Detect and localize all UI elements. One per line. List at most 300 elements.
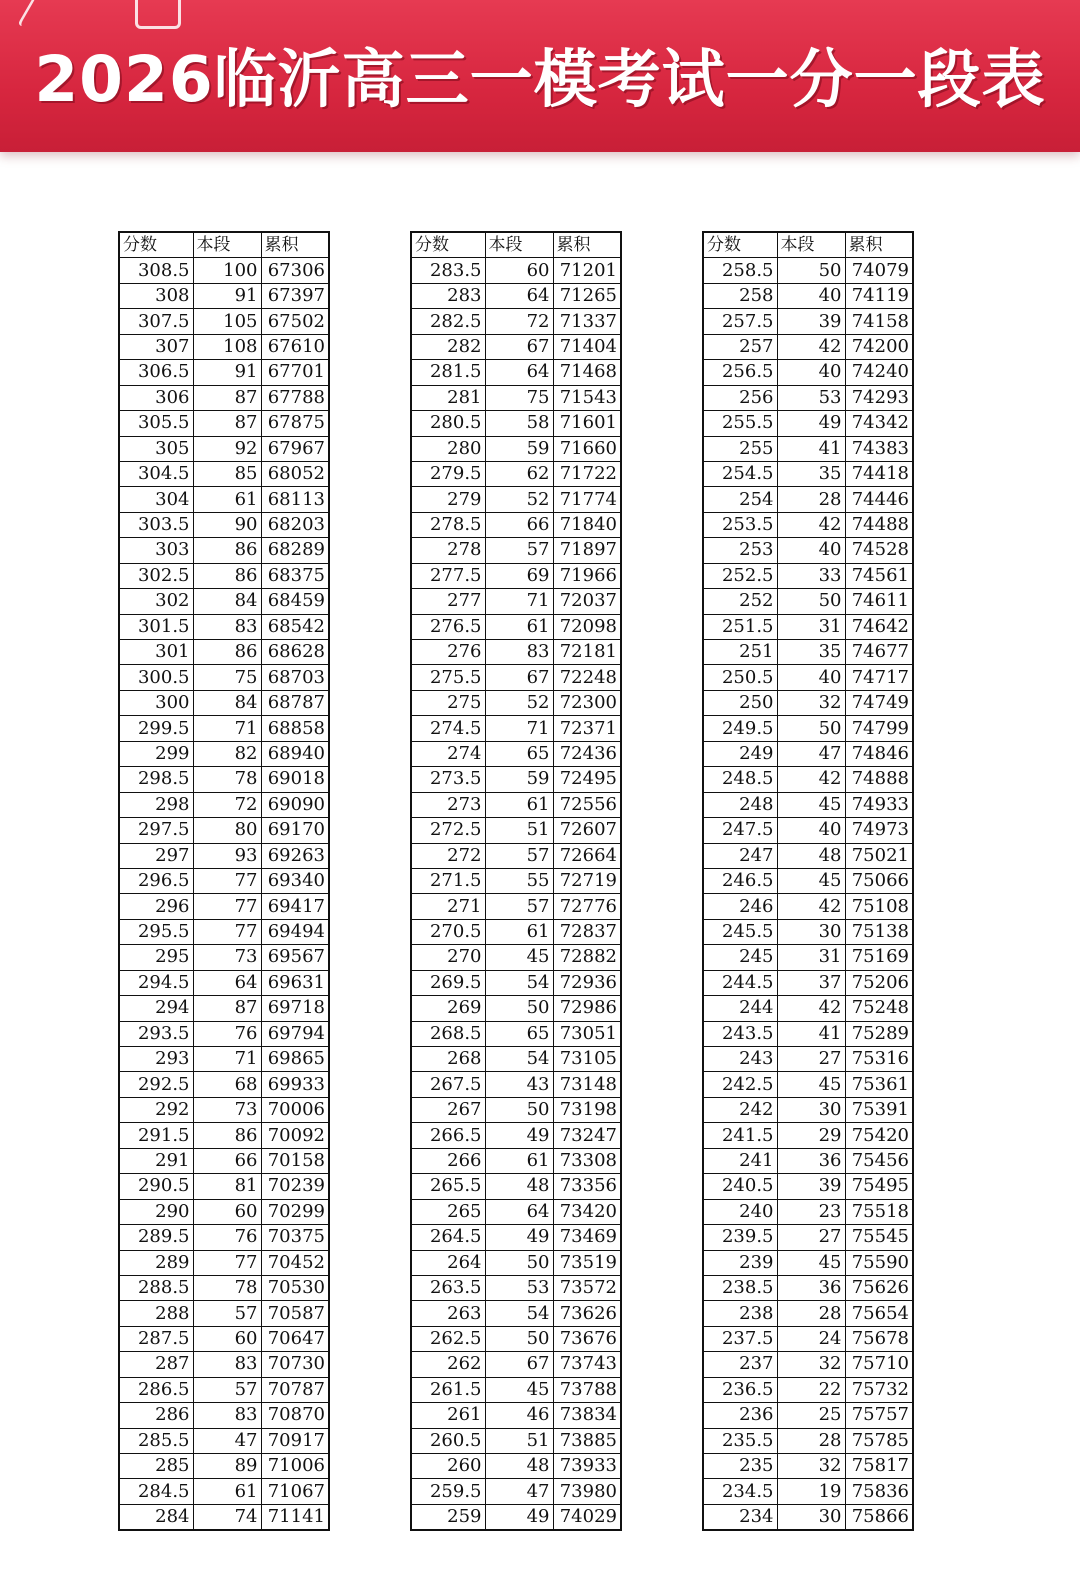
cumulative-cell: 75785 <box>845 1428 913 1453</box>
cumulative-cell: 73980 <box>553 1479 621 1504</box>
cumulative-cell: 74158 <box>845 309 913 334</box>
corner-decoration-icon <box>16 0 54 26</box>
cumulative-cell: 69263 <box>261 843 329 868</box>
table-row <box>411 1199 621 1224</box>
segment-count-cell: 59 <box>485 767 553 792</box>
score-cell: 268.5 <box>411 1021 485 1046</box>
cumulative-cell: 67306 <box>261 258 329 283</box>
cumulative-cell: 75757 <box>845 1403 913 1428</box>
table-row <box>119 1326 329 1351</box>
table-row <box>119 360 329 385</box>
table-row <box>119 563 329 588</box>
table-row <box>703 818 913 843</box>
cumulative-cell: 72664 <box>553 843 621 868</box>
table-row <box>119 1072 329 1097</box>
segment-count-cell: 85 <box>193 461 261 486</box>
segment-count-cell: 57 <box>485 538 553 563</box>
table-row <box>411 970 621 995</box>
score-cell: 270 <box>411 945 485 970</box>
cumulative-cell: 74200 <box>845 334 913 359</box>
segment-count-cell: 49 <box>485 1225 553 1250</box>
table-row <box>411 1504 621 1530</box>
score-cell: 294.5 <box>119 970 193 995</box>
table-row <box>411 640 621 665</box>
table-row <box>411 1479 621 1504</box>
score-cell: 303.5 <box>119 512 193 537</box>
cumulative-cell: 75836 <box>845 1479 913 1504</box>
segment-count-cell: 45 <box>777 1250 845 1275</box>
cumulative-cell: 67610 <box>261 334 329 359</box>
cumulative-column-header: 累积 <box>261 232 329 258</box>
table-header-row <box>411 232 621 258</box>
segment-count-cell: 52 <box>485 487 553 512</box>
score-cell: 265.5 <box>411 1174 485 1199</box>
cumulative-cell: 68203 <box>261 512 329 537</box>
score-cell: 247 <box>703 843 777 868</box>
score-cell: 243.5 <box>703 1021 777 1046</box>
score-cell: 261.5 <box>411 1377 485 1402</box>
segment-count-cell: 87 <box>193 411 261 436</box>
table-row <box>119 589 329 614</box>
table-row <box>411 1225 621 1250</box>
table-row <box>703 1225 913 1250</box>
segment-count-cell: 62 <box>485 461 553 486</box>
cumulative-cell: 75495 <box>845 1174 913 1199</box>
cumulative-cell: 72556 <box>553 792 621 817</box>
segment-count-cell: 49 <box>485 1504 553 1530</box>
table-row <box>411 1123 621 1148</box>
cumulative-cell: 75710 <box>845 1352 913 1377</box>
table-row <box>703 894 913 919</box>
segment-count-cell: 91 <box>193 283 261 308</box>
cumulative-cell: 67875 <box>261 411 329 436</box>
segment-count-cell: 27 <box>777 1047 845 1072</box>
table-row <box>703 411 913 436</box>
segment-count-cell: 36 <box>777 1275 845 1300</box>
table-row <box>411 563 621 588</box>
table-row <box>119 716 329 741</box>
segment-count-cell: 57 <box>485 843 553 868</box>
score-cell: 264 <box>411 1250 485 1275</box>
cumulative-cell: 74677 <box>845 640 913 665</box>
segment-count-cell: 51 <box>485 818 553 843</box>
cumulative-cell: 68113 <box>261 487 329 512</box>
table-row <box>119 1428 329 1453</box>
table-row <box>119 1352 329 1377</box>
segment-count-cell: 27 <box>777 1225 845 1250</box>
table-row <box>119 741 329 766</box>
segment-count-cell: 83 <box>193 1403 261 1428</box>
table-row <box>119 1479 329 1504</box>
cumulative-cell: 70870 <box>261 1403 329 1428</box>
segment-count-cell: 50 <box>485 1250 553 1275</box>
table-row <box>703 741 913 766</box>
segment-count-cell: 28 <box>777 1301 845 1326</box>
cumulative-cell: 74888 <box>845 767 913 792</box>
cumulative-cell: 71404 <box>553 334 621 359</box>
score-cell: 257 <box>703 334 777 359</box>
table-row <box>703 1199 913 1224</box>
score-cell: 257.5 <box>703 309 777 334</box>
segment-count-cell: 53 <box>777 385 845 410</box>
score-cell: 298.5 <box>119 767 193 792</box>
cumulative-cell: 71468 <box>553 360 621 385</box>
segment-count-cell: 46 <box>485 1403 553 1428</box>
segment-count-cell: 32 <box>777 1454 845 1479</box>
segment-count-cell: 78 <box>193 1275 261 1300</box>
table-row <box>703 1377 913 1402</box>
table-row <box>411 741 621 766</box>
segment-count-cell: 29 <box>777 1123 845 1148</box>
cumulative-cell: 71543 <box>553 385 621 410</box>
segment-count-cell: 45 <box>485 1377 553 1402</box>
cumulative-cell: 70647 <box>261 1326 329 1351</box>
table-row <box>703 996 913 1021</box>
cumulative-cell: 73834 <box>553 1403 621 1428</box>
cumulative-cell: 75654 <box>845 1301 913 1326</box>
table-row <box>119 1301 329 1326</box>
table-row <box>703 563 913 588</box>
cumulative-cell: 70239 <box>261 1174 329 1199</box>
table-row <box>411 1148 621 1173</box>
table-row <box>703 1072 913 1097</box>
score-cell: 288.5 <box>119 1275 193 1300</box>
score-cell: 254 <box>703 487 777 512</box>
cumulative-cell: 67788 <box>261 385 329 410</box>
segment-count-cell: 65 <box>485 741 553 766</box>
table-row <box>119 385 329 410</box>
cumulative-cell: 74561 <box>845 563 913 588</box>
score-cell: 263.5 <box>411 1275 485 1300</box>
cumulative-cell: 73247 <box>553 1123 621 1148</box>
table-row <box>411 461 621 486</box>
score-cell: 286.5 <box>119 1377 193 1402</box>
score-column-header: 分数 <box>119 232 193 258</box>
cumulative-cell: 70375 <box>261 1225 329 1250</box>
table-row <box>411 334 621 359</box>
segment-count-cell: 83 <box>193 1352 261 1377</box>
score-cell: 245.5 <box>703 919 777 944</box>
score-cell: 305 <box>119 436 193 461</box>
cumulative-cell: 75817 <box>845 1454 913 1479</box>
cumulative-cell: 68628 <box>261 640 329 665</box>
cumulative-cell: 75361 <box>845 1072 913 1097</box>
segment-count-cell: 30 <box>777 1097 845 1122</box>
cumulative-cell: 68787 <box>261 690 329 715</box>
cumulative-cell: 73420 <box>553 1199 621 1224</box>
score-cell: 267.5 <box>411 1072 485 1097</box>
score-cell: 275 <box>411 690 485 715</box>
score-table-3 <box>702 231 914 1531</box>
table-row <box>703 1504 913 1530</box>
score-cell: 297 <box>119 843 193 868</box>
score-cell: 256 <box>703 385 777 410</box>
segment-count-cell: 87 <box>193 996 261 1021</box>
segment-count-cell: 77 <box>193 868 261 893</box>
score-cell: 236.5 <box>703 1377 777 1402</box>
table-row <box>703 1275 913 1300</box>
segment-count-cell: 64 <box>485 360 553 385</box>
segment-count-cell: 61 <box>485 614 553 639</box>
table-row <box>119 1250 329 1275</box>
score-cell: 239 <box>703 1250 777 1275</box>
score-cell: 304.5 <box>119 461 193 486</box>
table-row <box>119 487 329 512</box>
segment-count-cell: 61 <box>193 1479 261 1504</box>
cumulative-cell: 67967 <box>261 436 329 461</box>
table-row <box>411 258 621 283</box>
table-row <box>411 843 621 868</box>
segment-count-cell: 40 <box>777 538 845 563</box>
segment-count-cell: 72 <box>485 309 553 334</box>
cumulative-cell: 71660 <box>553 436 621 461</box>
segment-count-cell: 73 <box>193 1097 261 1122</box>
segment-count-cell: 54 <box>485 970 553 995</box>
score-cell: 277 <box>411 589 485 614</box>
segment-count-cell: 28 <box>777 1428 845 1453</box>
score-cell: 272.5 <box>411 818 485 843</box>
score-cell: 293.5 <box>119 1021 193 1046</box>
cumulative-cell: 74293 <box>845 385 913 410</box>
table-row <box>119 690 329 715</box>
segment-count-cell: 48 <box>777 843 845 868</box>
score-cell: 260.5 <box>411 1428 485 1453</box>
cumulative-cell: 70917 <box>261 1428 329 1453</box>
cumulative-cell: 75456 <box>845 1148 913 1173</box>
score-cell: 265 <box>411 1199 485 1224</box>
score-cell: 252.5 <box>703 563 777 588</box>
score-cell: 268 <box>411 1047 485 1072</box>
table-row <box>411 360 621 385</box>
title-banner <box>0 0 1080 152</box>
cumulative-cell: 70587 <box>261 1301 329 1326</box>
cumulative-cell: 75420 <box>845 1123 913 1148</box>
table-row <box>411 1021 621 1046</box>
segment-count-cell: 22 <box>777 1377 845 1402</box>
segment-count-cell: 55 <box>485 868 553 893</box>
table-row <box>119 767 329 792</box>
segment-count-cell: 93 <box>193 843 261 868</box>
segment-count-cell: 32 <box>777 690 845 715</box>
segment-count-cell: 74 <box>193 1504 261 1530</box>
score-cell: 304 <box>119 487 193 512</box>
score-cell: 254.5 <box>703 461 777 486</box>
table-row <box>411 1454 621 1479</box>
score-cell: 307.5 <box>119 309 193 334</box>
segment-count-cell: 28 <box>777 487 845 512</box>
score-cell: 251 <box>703 640 777 665</box>
cumulative-cell: 69794 <box>261 1021 329 1046</box>
table-row <box>119 1275 329 1300</box>
segment-count-cell: 87 <box>193 385 261 410</box>
score-cell: 306 <box>119 385 193 410</box>
cumulative-cell: 73469 <box>553 1225 621 1250</box>
segment-count-cell: 45 <box>485 945 553 970</box>
segment-count-cell: 51 <box>485 1428 553 1453</box>
table-row <box>703 1047 913 1072</box>
table-row <box>703 1428 913 1453</box>
segment-count-cell: 36 <box>777 1148 845 1173</box>
cumulative-cell: 74846 <box>845 741 913 766</box>
segment-count-cell: 84 <box>193 690 261 715</box>
segment-count-cell: 68 <box>193 1072 261 1097</box>
segment-count-cell: 42 <box>777 512 845 537</box>
table-row <box>703 512 913 537</box>
score-cell: 295.5 <box>119 919 193 944</box>
cumulative-cell: 73743 <box>553 1352 621 1377</box>
segment-count-cell: 31 <box>777 945 845 970</box>
segment-count-cell: 37 <box>777 970 845 995</box>
table-row <box>411 1174 621 1199</box>
table-row <box>703 919 913 944</box>
score-cell: 294 <box>119 996 193 1021</box>
cumulative-cell: 69090 <box>261 792 329 817</box>
table-row <box>703 1021 913 1046</box>
score-cell: 293 <box>119 1047 193 1072</box>
score-cell: 307 <box>119 334 193 359</box>
score-cell: 263 <box>411 1301 485 1326</box>
score-cell: 281 <box>411 385 485 410</box>
score-column-header: 分数 <box>411 232 485 258</box>
segment-count-cell: 81 <box>193 1174 261 1199</box>
cumulative-cell: 71897 <box>553 538 621 563</box>
cumulative-cell: 73572 <box>553 1275 621 1300</box>
segment-count-cell: 76 <box>193 1225 261 1250</box>
cumulative-cell: 74446 <box>845 487 913 512</box>
table-row <box>411 1275 621 1300</box>
score-cell: 266 <box>411 1148 485 1173</box>
cumulative-cell: 73519 <box>553 1250 621 1275</box>
cumulative-cell: 74799 <box>845 716 913 741</box>
score-cell: 261 <box>411 1403 485 1428</box>
cumulative-cell: 68289 <box>261 538 329 563</box>
score-cell: 246 <box>703 894 777 919</box>
cumulative-cell: 74488 <box>845 512 913 537</box>
table-row <box>411 792 621 817</box>
score-cell: 274.5 <box>411 716 485 741</box>
score-cell: 295 <box>119 945 193 970</box>
cumulative-cell: 75545 <box>845 1225 913 1250</box>
segment-count-cell: 77 <box>193 1250 261 1275</box>
cumulative-cell: 75206 <box>845 970 913 995</box>
cumulative-cell: 70299 <box>261 1199 329 1224</box>
segment-count-cell: 50 <box>485 1097 553 1122</box>
segment-count-cell: 25 <box>777 1403 845 1428</box>
segment-count-column-header: 本段 <box>485 232 553 258</box>
table-row <box>703 1326 913 1351</box>
score-cell: 287 <box>119 1352 193 1377</box>
segment-count-cell: 72 <box>193 792 261 817</box>
table-row <box>703 1403 913 1428</box>
table-row <box>119 258 329 283</box>
score-cell: 266.5 <box>411 1123 485 1148</box>
table-row <box>411 512 621 537</box>
segment-count-cell: 75 <box>193 665 261 690</box>
cumulative-cell: 70158 <box>261 1148 329 1173</box>
cumulative-cell: 68459 <box>261 589 329 614</box>
cumulative-cell: 72882 <box>553 945 621 970</box>
segment-count-cell: 60 <box>485 258 553 283</box>
segment-count-cell: 49 <box>485 1123 553 1148</box>
table-row <box>411 436 621 461</box>
cumulative-cell: 75021 <box>845 843 913 868</box>
score-cell: 292.5 <box>119 1072 193 1097</box>
cumulative-cell: 68542 <box>261 614 329 639</box>
table-row <box>119 665 329 690</box>
segment-count-cell: 52 <box>485 690 553 715</box>
score-cell: 253.5 <box>703 512 777 537</box>
table-row <box>703 792 913 817</box>
table-row <box>411 1047 621 1072</box>
score-cell: 262.5 <box>411 1326 485 1351</box>
cumulative-cell: 74342 <box>845 411 913 436</box>
segment-count-cell: 45 <box>777 868 845 893</box>
score-cell: 300.5 <box>119 665 193 690</box>
score-cell: 301 <box>119 640 193 665</box>
table-row <box>119 1021 329 1046</box>
score-cell: 300 <box>119 690 193 715</box>
table-row <box>119 334 329 359</box>
segment-count-cell: 61 <box>193 487 261 512</box>
score-cell: 258.5 <box>703 258 777 283</box>
cumulative-cell: 75866 <box>845 1504 913 1530</box>
cumulative-cell: 72719 <box>553 868 621 893</box>
cumulative-cell: 74029 <box>553 1504 621 1530</box>
score-cell: 234.5 <box>703 1479 777 1504</box>
table-row <box>119 818 329 843</box>
table-row <box>119 538 329 563</box>
table-row <box>703 868 913 893</box>
table-row <box>119 894 329 919</box>
cumulative-cell: 75316 <box>845 1047 913 1072</box>
cumulative-cell: 75678 <box>845 1326 913 1351</box>
score-cell: 279 <box>411 487 485 512</box>
segment-count-cell: 42 <box>777 767 845 792</box>
table-row <box>411 1352 621 1377</box>
cumulative-cell: 69865 <box>261 1047 329 1072</box>
cumulative-cell: 73051 <box>553 1021 621 1046</box>
cumulative-cell: 70730 <box>261 1352 329 1377</box>
cumulative-cell: 69631 <box>261 970 329 995</box>
cumulative-cell: 68375 <box>261 563 329 588</box>
segment-count-cell: 78 <box>193 767 261 792</box>
segment-count-cell: 86 <box>193 538 261 563</box>
segment-count-cell: 23 <box>777 1199 845 1224</box>
score-cell: 306.5 <box>119 360 193 385</box>
table-row <box>411 385 621 410</box>
table-row <box>119 640 329 665</box>
score-cell: 245 <box>703 945 777 970</box>
score-cell: 251.5 <box>703 614 777 639</box>
cumulative-cell: 68940 <box>261 741 329 766</box>
cumulative-cell: 74383 <box>845 436 913 461</box>
segment-count-cell: 35 <box>777 640 845 665</box>
table-row <box>119 461 329 486</box>
segment-count-cell: 71 <box>193 1047 261 1072</box>
segment-count-cell: 100 <box>193 258 261 283</box>
score-cell: 289 <box>119 1250 193 1275</box>
cumulative-cell: 75732 <box>845 1377 913 1402</box>
segment-count-cell: 86 <box>193 1123 261 1148</box>
cumulative-cell: 75138 <box>845 919 913 944</box>
segment-count-cell: 108 <box>193 334 261 359</box>
segment-count-cell: 40 <box>777 283 845 308</box>
cumulative-cell: 70530 <box>261 1275 329 1300</box>
segment-count-cell: 30 <box>777 919 845 944</box>
score-cell: 275.5 <box>411 665 485 690</box>
score-cell: 274 <box>411 741 485 766</box>
segment-count-cell: 47 <box>777 741 845 766</box>
